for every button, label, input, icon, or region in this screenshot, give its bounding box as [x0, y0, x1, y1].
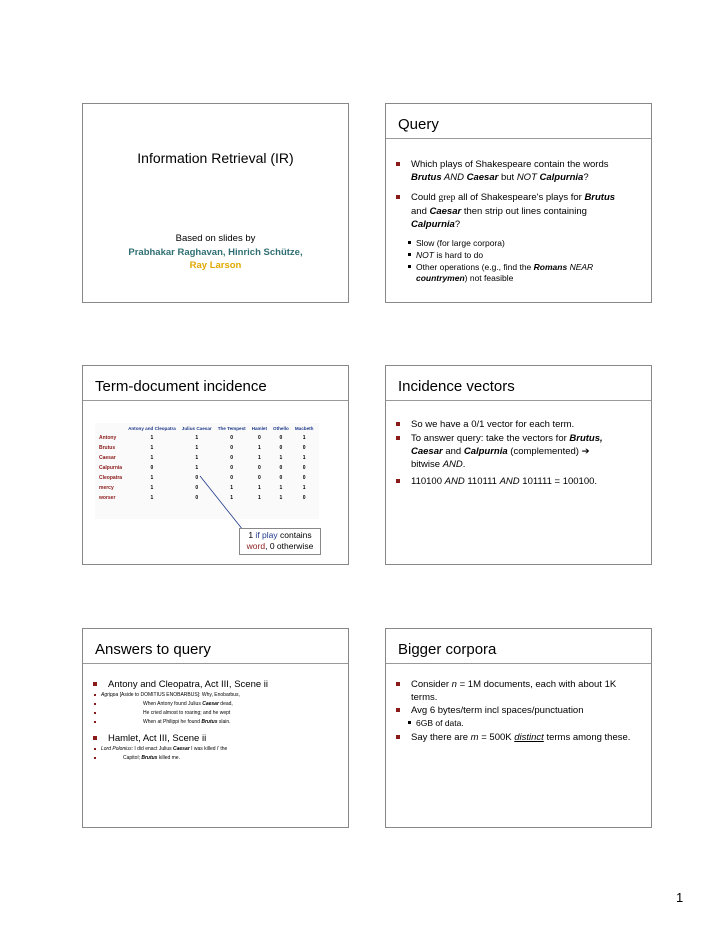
table-cell: 1 [230, 485, 234, 491]
table-cell: 1 [230, 495, 234, 501]
slide-3 [82, 365, 349, 565]
table-cell: 0 [230, 435, 234, 441]
table-cell: 0 [230, 465, 234, 471]
sub-bullet: 6GB of data. [408, 718, 643, 729]
table-cell: 0 [195, 495, 199, 501]
bullet-square-icon [93, 736, 97, 740]
table-column-header: Hamlet [251, 425, 268, 431]
slide2-title: Query [398, 116, 439, 133]
table-column-header: Antony and Cleopatra [128, 425, 176, 431]
table-cell: 1 [257, 455, 261, 461]
table-cell: 1 [302, 455, 306, 461]
title-divider [386, 400, 651, 401]
table-cell: 0 [279, 475, 283, 481]
table-cell: 0 [302, 465, 306, 471]
slide-4 [385, 365, 652, 565]
slide1-title: Information Retrieval (IR) [137, 150, 294, 166]
bullet-square-icon [396, 708, 400, 712]
table-cell: 1 [195, 435, 199, 441]
title-divider [386, 663, 651, 664]
quote-line: Agrippa [Aside to DOMITIUS ENOBARBUS]: Why, Enobarbus, [93, 692, 340, 699]
bullet: Which plays of Shakespeare contain the words Brutus AND Caesar but NOT Calpurnia? [396, 158, 643, 184]
arrow-right-icon: ➔ [581, 446, 590, 457]
quote-line: When at Philippi he found Brutus slain. [93, 719, 340, 726]
table-cell: 1 [257, 495, 261, 501]
row-term-label: Caesar [99, 455, 116, 461]
table-cell: 0 [257, 475, 261, 481]
bullet: 110100 AND 110111 AND 101111 = 100100. [396, 475, 643, 488]
table-cell: 0 [195, 485, 199, 491]
table-cell: 1 [302, 435, 306, 441]
slide4-title: Incidence vectors [398, 378, 515, 395]
sub-bullet-square-icon [408, 265, 411, 268]
table-cell: 0 [302, 475, 306, 481]
bullet-square-icon [93, 682, 97, 686]
bullet: So we have a 0/1 vector for each term. [396, 418, 643, 431]
row-term-label: Cleopatra [99, 475, 123, 481]
table-cell: 0 [302, 495, 306, 501]
table-cell: 1 [257, 485, 261, 491]
table-cell: 1 [150, 435, 154, 441]
page-number: 1 [676, 890, 684, 905]
slide-5 [82, 628, 349, 828]
bullet-square-icon [396, 682, 400, 686]
slide-1 [82, 103, 349, 303]
slide3-title: Term-document incidence [95, 378, 267, 395]
callout-box: 1 if play contains word, 0 otherwise [239, 528, 321, 555]
quote-line: When Antony found Julius Caesar dead, [93, 701, 340, 708]
table-cell: 0 [230, 475, 234, 481]
row-term-label: Calpurnia [99, 465, 123, 471]
sub-bullet-square-icon [408, 721, 411, 724]
bullet: Could grep all of Shakespeare's plays for Brutus and Caesar then strip out lines containing Calpurnia? [396, 191, 643, 231]
slide-6 [385, 628, 652, 828]
table-cell: 0 [195, 475, 199, 481]
bullet-square-icon [396, 735, 400, 739]
bullet: Say there are m = 500K distinct terms among these. [396, 731, 643, 744]
table-cell: 1 [150, 485, 154, 491]
slide1-authors: Prabhakar Raghavan, Hinrich Schütze, [128, 247, 303, 258]
table-column-header: The Tempest [217, 425, 246, 431]
slide1-based-on: Based on slides by [175, 233, 256, 244]
table-cell: 0 [230, 445, 234, 451]
quote-line: Capitol; Brutus killed me. [93, 755, 340, 762]
bullet-square-icon [396, 162, 400, 166]
row-term-label: worser [99, 495, 116, 501]
quote-line: He cried almost to roaring; and he wept [93, 710, 340, 717]
bullet: Hamlet, Act III, Scene ii [93, 732, 340, 745]
table-cell: 1 [279, 485, 283, 491]
quote-line: Lord Polonius: I did enact Julius Caesar I was killed i' the [93, 746, 340, 753]
bullet-square-icon [396, 195, 400, 199]
sub-bullet: Slow (for large corpora) [408, 238, 643, 249]
table-cell: 0 [279, 465, 283, 471]
sub-bullet: Other operations (e.g., find the Romans NEAR countrymen) not feasible [408, 262, 643, 284]
table-cell: 1 [195, 465, 199, 471]
bullet: Avg 6 bytes/term incl spaces/punctuation [396, 704, 643, 717]
table-cell: 0 [150, 465, 154, 471]
row-term-label: mercy [99, 485, 114, 491]
table-cell: 1 [195, 455, 199, 461]
table-cell: 1 [279, 495, 283, 501]
table-cell: 1 [195, 445, 199, 451]
table-cell: 1 [150, 495, 154, 501]
bullet-square-icon [396, 479, 400, 483]
title-divider [386, 138, 651, 139]
table-cell: 1 [257, 445, 261, 451]
bullet-square-icon [396, 436, 400, 440]
table-cell: 0 [257, 435, 261, 441]
sub-bullet-square-icon [408, 253, 411, 256]
row-term-label: Brutus [99, 445, 116, 451]
table-cell: 1 [302, 485, 306, 491]
table-cell: 0 [279, 445, 283, 451]
bullet: Consider n = 1M documents, each with about 1K terms. [396, 678, 643, 704]
row-term-label: Antony [99, 435, 117, 441]
table-cell: 0 [230, 455, 234, 461]
table-cell: 1 [279, 455, 283, 461]
table-column-header: Macbeth [294, 425, 314, 431]
table-cell: 0 [257, 465, 261, 471]
slide5-title: Answers to query [95, 641, 211, 658]
bullet: Antony and Cleopatra, Act III, Scene ii [93, 678, 340, 691]
bullet-square-icon [396, 422, 400, 426]
table-cell: 1 [150, 475, 154, 481]
slide-2 [385, 103, 652, 303]
sub-bullet: NOT is hard to do [408, 250, 643, 261]
table-column-header: Othello [273, 425, 289, 431]
table-cell: 0 [279, 435, 283, 441]
sub-bullet-square-icon [408, 241, 411, 244]
bullet: To answer query: take the vectors for Brutus, Caesar and Calpurnia (complemented) ➔ bitwise AND. [396, 432, 643, 471]
title-divider [83, 663, 348, 664]
table-cell: 0 [302, 445, 306, 451]
table-column-header: Julius Caesar [181, 425, 212, 431]
table-cell: 1 [150, 445, 154, 451]
table-cell: 1 [150, 455, 154, 461]
slide1-extra-author: Ray Larson [189, 260, 242, 271]
slide6-title: Bigger corpora [398, 641, 497, 658]
